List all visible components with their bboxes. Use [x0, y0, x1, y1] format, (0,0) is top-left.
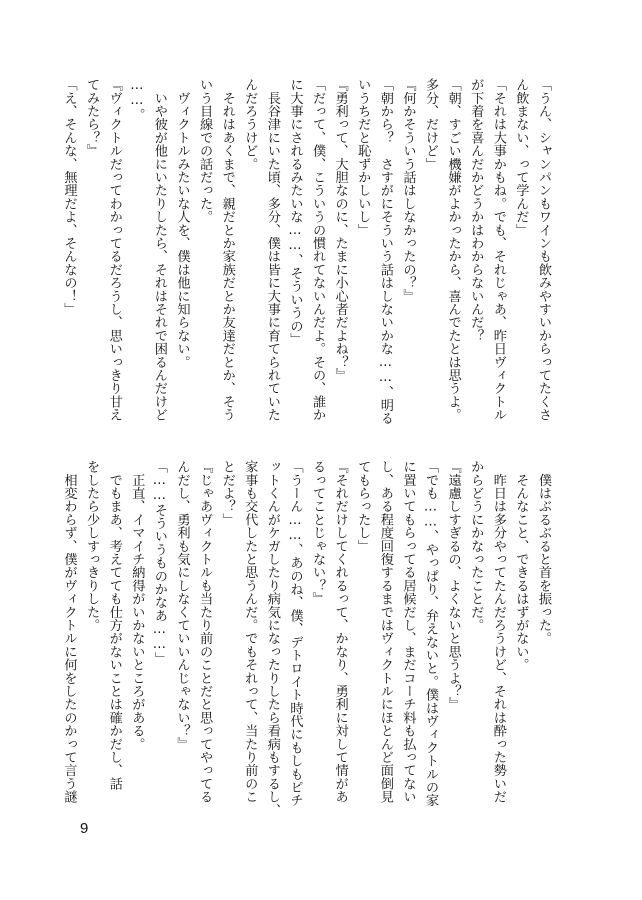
text-line: からどうにかなったことだ。 — [468, 460, 484, 632]
text-line: 『ヴィクトルだってわかってるだろうし、思いっきり甘え — [106, 78, 122, 422]
text-line: 「でも……、やっぱり、弁えないと。僕はヴィクトルの家 — [423, 460, 439, 807]
text-line: 「朝から？ さすがにそういう話はしないかな……、明る — [377, 78, 393, 425]
text-line: 『何かそういう話はしなかったの？』 — [400, 78, 416, 303]
top-text-block — [61, 78, 554, 425]
text-line: んだろうけど。 — [242, 78, 258, 171]
text-line: ん飲まない、って学んだ」 — [513, 78, 529, 237]
text-line: 相変わらず、僕がヴィクトルに何をしたのかって言う謎 — [61, 460, 77, 804]
text-line: とだよ？」 — [219, 460, 235, 526]
text-line: てもらったし」 — [355, 460, 371, 553]
text-line: でもまあ、考えてても仕方がないことは確かだし、話 — [106, 460, 122, 790]
text-line: 僕はぶるぶると首を振った。 — [536, 460, 551, 645]
text-line: 「それは大事かもね。でも、それじゃあ、昨日ヴィクトル — [490, 78, 506, 422]
text-line: に大事にされるみたいな……、そういうの」 — [287, 78, 303, 346]
text-line: 「朝、すごい機嫌がよかったから、喜んでたとは思うよ。 — [445, 78, 461, 422]
text-line: てみたら？』 — [84, 78, 100, 158]
text-line: 『勇利って、大胆なのに、たまに小心者だよね？』 — [332, 78, 348, 382]
text-line: 「うーん……、あのね、僕、デトロイト時代にもしもピチ — [287, 460, 303, 807]
text-line: 多分、だけど」 — [423, 78, 439, 171]
text-line: 『遠慮しすぎるの、よくないと思うよ？』 — [445, 460, 461, 711]
text-line: ットくんがケガしたり病気になったりしたら看病もするし、 — [264, 460, 280, 817]
text-line: 「うん、シャンパンもワインも飲みやすいからってたくさ — [536, 78, 551, 422]
text-line: し、ある程度回復するまではヴィクトルにほとんど面倒見 — [377, 460, 393, 804]
text-line: いう目線での話だった。 — [197, 78, 213, 224]
text-line: 「……そういうものかなあ……」 — [151, 460, 167, 666]
text-line: 正直、イマイチ納得がいかないところがある。 — [129, 460, 145, 751]
text-line: 『じゃあヴィクトルも当たり前のことだと思ってやってる — [197, 460, 213, 804]
text-line: るってことじゃない？』 — [310, 460, 326, 606]
text-line: 長谷津にいた頃、多分、僕は皆に大事に育てられていた — [264, 78, 280, 422]
text-line: 「え、そんな、無理だよ、そんなの！」 — [61, 78, 77, 316]
text-line: 「だって、僕、こういうの慣れてないんだよ。その、誰か — [310, 78, 326, 422]
text-line: をしたら少しすっきりした。 — [84, 460, 100, 632]
page-number: 9 — [80, 820, 89, 837]
text-line: ……。 — [129, 78, 145, 122]
text-line: が下着を喜んだかどうかはわからないんだ？ — [468, 78, 484, 342]
text-line: いうちだと恥ずかしいし」 — [355, 78, 371, 237]
text-line: に置いてもらってる居候だし、まだコーチ料も払ってない — [400, 460, 416, 804]
text-line: いや彼が他にいたりしたら、それはそれで困るんだけど — [151, 78, 167, 422]
text-line: 家事も交代したと思うんだ。でもそれって、当たり前のこ — [242, 460, 258, 804]
bottom-text-block — [61, 460, 554, 817]
text-line: 『それだけしてくれるって、かなり、勇利に対して情があ — [332, 460, 348, 804]
text-line: 昨日は多分やってたんだろうけど、それは酔った勢いだ — [490, 460, 506, 804]
text-line: んだし、勇利も気にしなくていいんじゃない？』 — [174, 460, 190, 751]
text-line: ヴィクトルみたいな人を、僕は他に知らない。 — [174, 78, 190, 369]
text-line: それはあくまで、親だとか家族だとか友達だとか、そう — [219, 78, 235, 422]
text-line: そんなこと、できるはずがない。 — [513, 460, 529, 672]
